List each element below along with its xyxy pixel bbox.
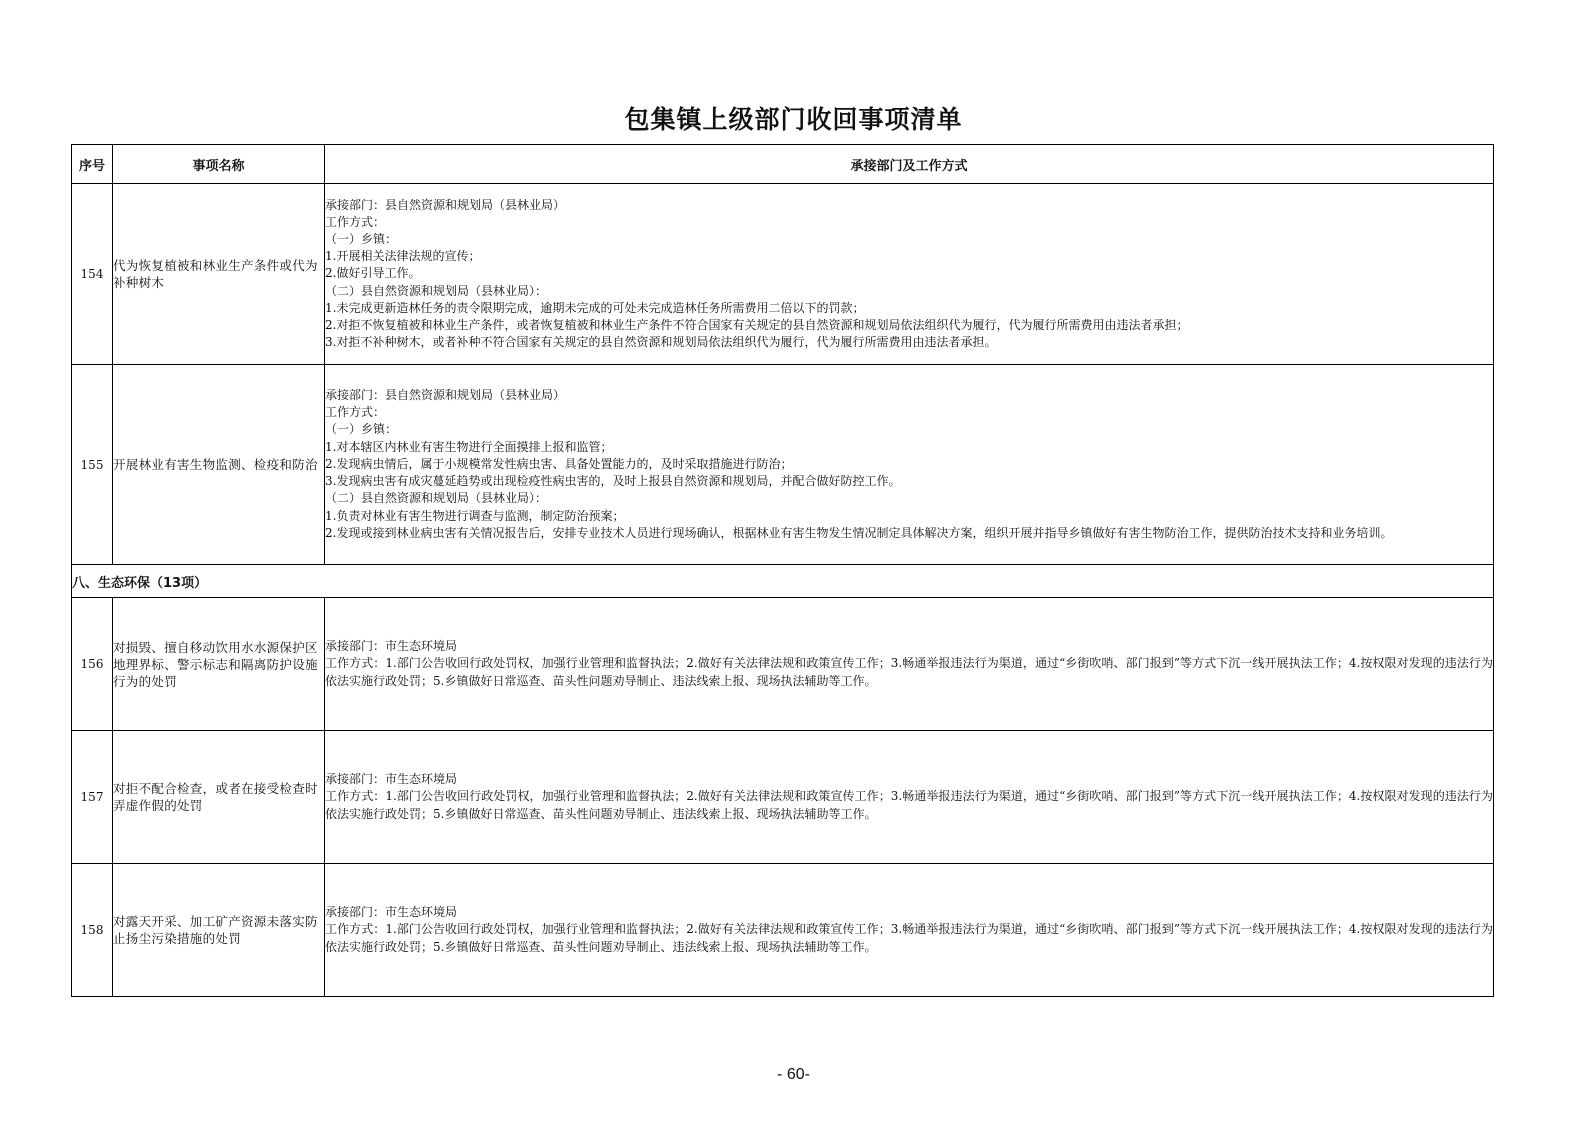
detail-line: （一）乡镇： (325, 231, 398, 246)
detail-line: 2.发现病虫情后，属于小规模常发性病虫害、具备处置能力的，及时采取措施进行防治； (325, 456, 793, 471)
table-row (72, 731, 1494, 864)
items-table (71, 144, 1494, 997)
detail-line: 承接部门：县自然资源和规划局（县林业局） (325, 388, 566, 403)
detail-dept: 承接部门：市生态环境局 (325, 905, 458, 920)
detail-method: 工作方式：1.部门公告收回行政处罚权，加强行业管理和监督执法；2.做好有关法律法规和政策宣传工作；3.畅通举报违法行为渠道，通过“乡街吹哨、部门报到”等方式下沉一线开展执法工作；4.按权限对发现的违法行为依法实施行政处罚；5.乡镇做好日常巡查、苗头性问题劝导制止、违法线索上报、现场执法辅助等工作。 (325, 922, 1493, 954)
detail-line: （一）乡镇： (325, 422, 398, 437)
section-label: 八、生态环保（13项） (72, 565, 1494, 598)
table-row (72, 365, 1494, 565)
item-detail (325, 184, 1494, 365)
item-detail (325, 598, 1494, 731)
row-number: 155 (72, 365, 113, 565)
detail-method: 工作方式：1.部门公告收回行政处罚权，加强行业管理和监督执法；2.做好有关法律法规和政策宣传工作；3.畅通举报违法行为渠道，通过“乡街吹哨、部门报到”等方式下沉一线开展执法工作；4.按权限对发现的违法行为依法实施行政处罚；5.乡镇做好日常巡查、苗头性问题劝导制止、违法线索上报、现场执法辅助等工作。 (325, 789, 1493, 821)
detail-line: （二）县自然资源和规划局（县林业局）： (325, 491, 548, 506)
page-number: - 60- (777, 1066, 810, 1083)
detail-line: 承接部门：县自然资源和规划局（县林业局） (325, 197, 566, 212)
table-row (72, 598, 1494, 731)
detail-line: 1.未完成更新造林任务的责令限期完成，逾期未完成的可处未完成造林任务所需费用二倍以下的罚款； (325, 300, 865, 315)
detail-line: 3.发现病虫害有成灾蔓延趋势或出现检疫性病虫害的，及时上报县自然资源和规划局，并配合做好防控工作。 (325, 474, 901, 489)
detail-line: 2.做好引导工作。 (325, 266, 421, 281)
detail-line: 1.开展相关法律法规的宣传； (325, 249, 481, 264)
detail-dept: 承接部门：市生态环境局 (325, 772, 458, 787)
detail-line: 工作方式： (325, 405, 386, 420)
row-number: 156 (72, 598, 113, 731)
table-row (72, 184, 1494, 365)
detail-line: 1.对本辖区内林业有害生物进行全面摸排上报和监管； (325, 439, 613, 454)
row-number: 154 (72, 184, 113, 365)
header-name: 事项名称 (113, 145, 325, 184)
detail-line: 2.发现或接到林业病虫害有关情况报告后，安排专业技术人员进行现场确认，根据林业有害生物发生情况制定具体解决方案，组织开展并指导乡镇做好有害生物防治工作，提供防治技术支持和业务培训。 (325, 525, 1393, 540)
table-header-row (72, 145, 1494, 184)
detail-line: 3.对拒不补种树木，或者补种不符合国家有关规定的县自然资源和规划局依法组织代为履行，代为履行所需费用由违法者承担。 (325, 335, 997, 350)
detail-line: 1.负责对林业有害生物进行调查与监测，制定防治预案； (325, 508, 625, 523)
row-number: 158 (72, 864, 113, 997)
detail-line: 工作方式： (325, 214, 386, 229)
item-name: 开展林业有害生物监测、检疫和防治 (113, 365, 325, 565)
section-row (72, 565, 1494, 598)
detail-line: （二）县自然资源和规划局（县林业局）： (325, 283, 548, 298)
item-name: 对损毁、擅自移动饮用水水源保护区地理界标、警示标志和隔离防护设施行为的处罚 (113, 598, 325, 731)
document-title: 包集镇上级部门收回事项清单 (624, 105, 963, 134)
table-row (72, 864, 1494, 997)
header-detail: 承接部门及工作方式 (325, 145, 1494, 184)
item-detail (325, 365, 1494, 565)
item-name: 代为恢复植被和林业生产条件或代为补种树木 (113, 184, 325, 365)
item-name: 对拒不配合检查，或者在接受检查时弄虚作假的处罚 (113, 731, 325, 864)
row-number: 157 (72, 731, 113, 864)
detail-line: 2.对拒不恢复植被和林业生产条件，或者恢复植被和林业生产条件不符合国家有关规定的县自然资源和规划局依法组织代为履行，代为履行所需费用由违法者承担； (325, 318, 1189, 332)
detail-dept: 承接部门：市生态环境局 (325, 639, 458, 654)
item-detail (325, 731, 1494, 864)
header-no: 序号 (72, 145, 113, 184)
detail-method: 工作方式：1.部门公告收回行政处罚权，加强行业管理和监督执法；2.做好有关法律法规和政策宣传工作；3.畅通举报违法行为渠道，通过“乡街吹哨、部门报到”等方式下沉一线开展执法工作；4.按权限对发现的违法行为依法实施行政处罚；5.乡镇做好日常巡查、苗头性问题劝导制止、违法线索上报、现场执法辅助等工作。 (325, 656, 1493, 688)
item-name: 对露天开采、加工矿产资源未落实防止扬尘污染措施的处罚 (113, 864, 325, 997)
item-detail (325, 864, 1494, 997)
